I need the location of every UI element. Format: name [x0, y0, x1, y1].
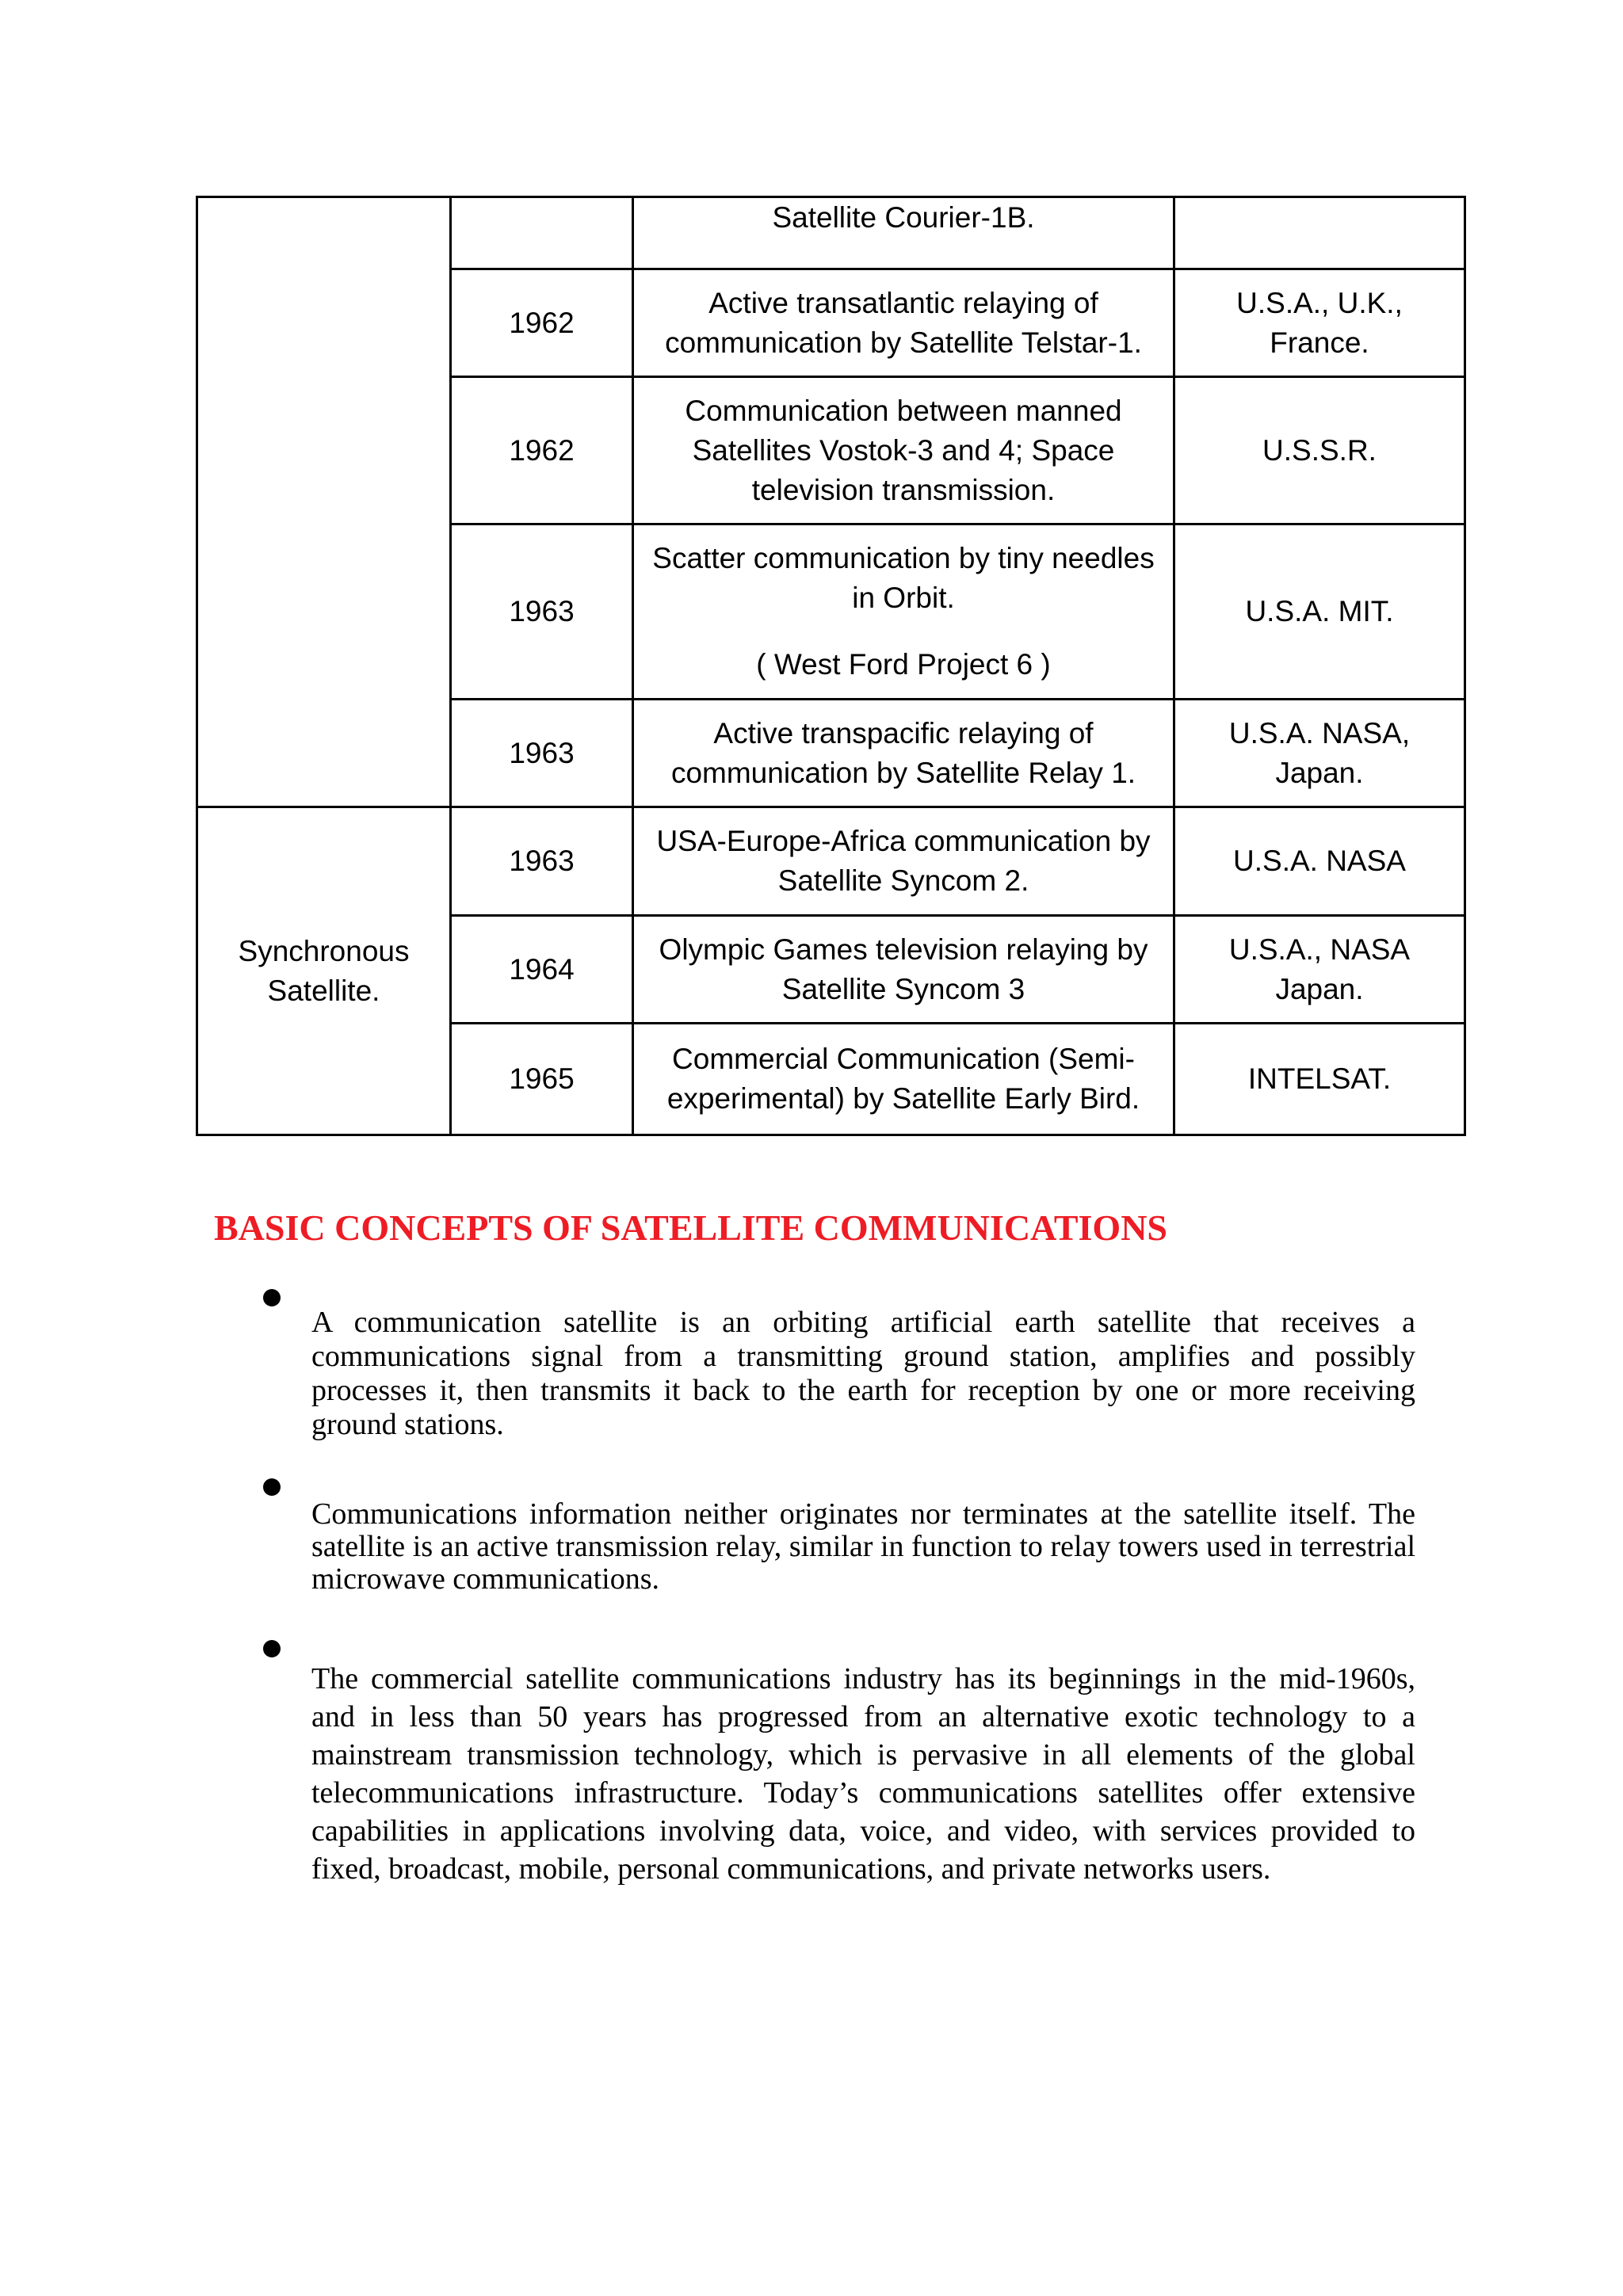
country-cell: U.S.A., NASA Japan.	[1174, 916, 1465, 1024]
event-text: Scatter communication by tiny needles in Orbit.	[652, 542, 1155, 614]
year-cell: 1963	[451, 700, 633, 807]
section-heading: BASIC CONCEPTS OF SATELLITE COMMUNICATIONS	[214, 1207, 1168, 1248]
category-cell: Synchronous Satellite.	[197, 807, 451, 1135]
bullet-paragraph: The commercial satellite communications industry has its beginnings in the mid-1960s, and in less than 50 years has progressed from an alternative exotic technology to a mainstream transmission technology, which is pervasive in all elements of the global telecommunications infrastructure. Today’s communications satellites offer extensive capabilities in applications involving data, voice, and video, with services provided to fixed, broadcast, mobile, personal communications, and private networks users.	[311, 1662, 1415, 1886]
year-cell	[451, 197, 633, 269]
event-cell: Olympic Games television relaying by Satellite Syncom 3	[633, 916, 1174, 1024]
bullet-dot-icon	[263, 1289, 281, 1306]
year-cell: 1962	[451, 377, 633, 524]
bullet-paragraph: Communications information neither originates nor terminates at the satellite itself. The satellite is an active transmission relay, similar in function to relay towers used in terrestrial microwave communications.	[311, 1497, 1415, 1596]
bullet-paragraph: A communication satellite is an orbiting artificial earth satellite that receives a communications signal from a transmitting ground station, amplifies and possibly processes it, then transmits it back to the earth for reception by one or more receiving ground stations.	[311, 1306, 1415, 1441]
event-cell: USA-Europe-Africa communication by Satellite Syncom 2.	[633, 807, 1174, 916]
event-cell: Communication between manned Satellites Vostok-3 and 4; Space television transmission.	[633, 377, 1174, 524]
year-cell: 1964	[451, 916, 633, 1024]
event-cell	[633, 524, 1174, 700]
year-cell: 1965	[451, 1024, 633, 1135]
table-row	[197, 807, 1465, 916]
bullet-dot-icon	[263, 1478, 281, 1496]
satellite-history-table	[196, 196, 1466, 1136]
year-cell: 1962	[451, 269, 633, 377]
category-cell	[197, 197, 451, 807]
country-cell: U.S.A. MIT.	[1174, 524, 1465, 700]
country-cell: U.S.A., U.K., France.	[1174, 269, 1465, 377]
bullet-dot-icon	[263, 1640, 281, 1657]
event-cell: Commercial Communication (Semi-experimental) by Satellite Early Bird.	[633, 1024, 1174, 1135]
country-cell: U.S.S.R.	[1174, 377, 1465, 524]
year-cell: 1963	[451, 524, 633, 700]
year-cell: 1963	[451, 807, 633, 916]
country-cell	[1174, 197, 1465, 269]
country-cell: U.S.A. NASA	[1174, 807, 1465, 916]
country-cell: U.S.A. NASA, Japan.	[1174, 700, 1465, 807]
event-cell: Satellite Courier-1B.	[633, 197, 1174, 269]
table-row	[197, 197, 1465, 269]
event-note: ( West Ford Project 6 )	[756, 648, 1051, 681]
event-cell: Active transpacific relaying of communication by Satellite Relay 1.	[633, 700, 1174, 807]
event-cell: Active transatlantic relaying of communication by Satellite Telstar-1.	[633, 269, 1174, 377]
country-cell: INTELSAT.	[1174, 1024, 1465, 1135]
